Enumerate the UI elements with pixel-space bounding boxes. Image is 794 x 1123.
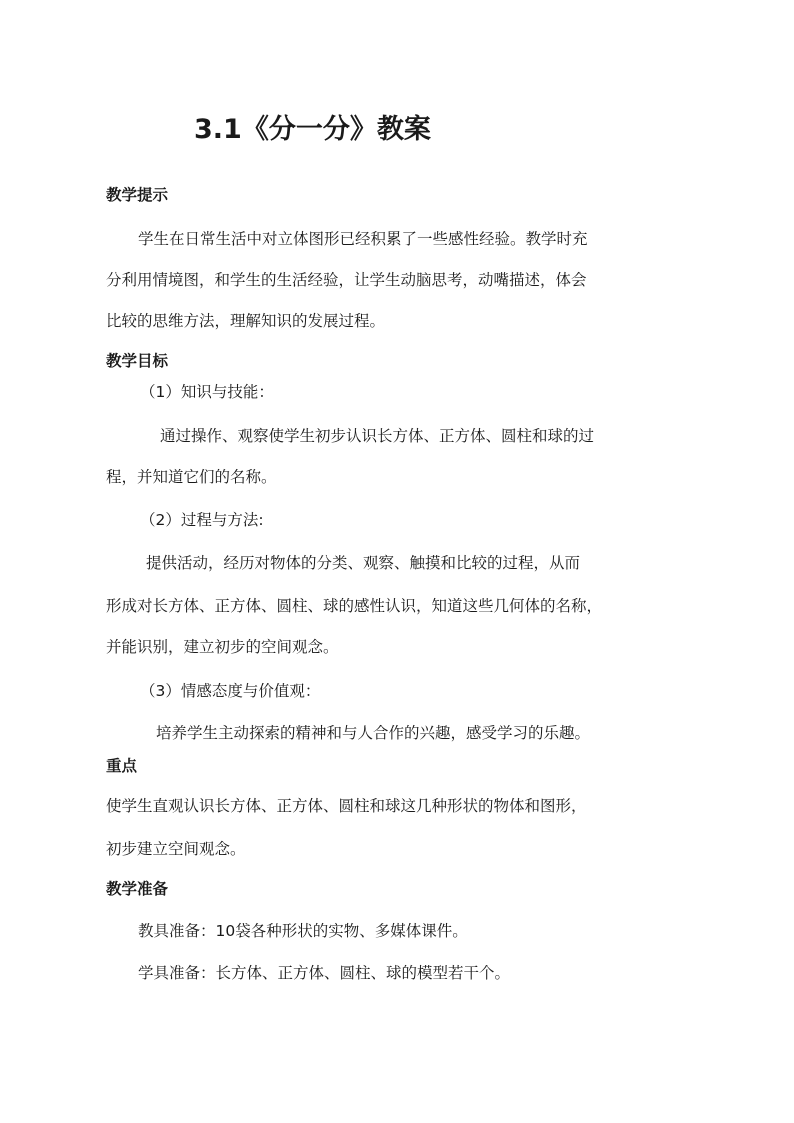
goal-label-process: （2）过程与方法: bbox=[140, 511, 264, 529]
section-heading-goals: 教学目标 bbox=[106, 352, 169, 370]
goal-process-line: 形成对长方体、正方体、圆柱、球的感性认识，知道这些几何体的名称， bbox=[106, 597, 603, 615]
focus-line: 初步建立空间观念。 bbox=[106, 840, 246, 858]
prep-line: 教具准备：10袋各种形状的实物、多媒体课件。 bbox=[138, 922, 468, 940]
hint-line: 分利用情境图，和学生的生活经验，让学生动脑思考，动嘴描述，体会 bbox=[106, 271, 587, 289]
hint-line: 学生在日常生活中对立体图形已经积累了一些感性经验。教学时充 bbox=[138, 230, 588, 248]
goal-label-knowledge: （1）知识与技能： bbox=[140, 383, 274, 401]
prep-line: 学具准备：长方体、正方体、圆柱、球的模型若干个。 bbox=[138, 964, 511, 982]
goal-process-line: 提供活动，经历对物体的分类、观察、触摸和比较的过程，从而 bbox=[146, 554, 581, 572]
goal-knowledge-line: 通过操作、观察使学生初步认识长方体、正方体、圆柱和球的过 bbox=[160, 427, 595, 445]
section-heading-prep: 教学准备 bbox=[106, 880, 169, 898]
focus-line: 使学生直观认识长方体、正方体、圆柱和球这几种形状的物体和图形， bbox=[106, 797, 587, 815]
page-title: 3.1《分一分》教案 bbox=[194, 114, 431, 145]
section-heading-focus: 重点 bbox=[106, 757, 138, 775]
goal-label-attitude: （3）情感态度与价值观： bbox=[140, 682, 321, 700]
goal-process-line: 并能识别，建立初步的空间观念。 bbox=[106, 638, 339, 656]
section-heading-hint: 教学提示 bbox=[106, 186, 169, 204]
goal-knowledge-line: 程，并知道它们的名称。 bbox=[106, 468, 277, 486]
hint-line: 比较的思维方法，理解知识的发展过程。 bbox=[106, 312, 386, 330]
goal-attitude-line: 培养学生主动探索的精神和与人合作的兴趣，感受学习的乐趣。 bbox=[156, 724, 591, 742]
